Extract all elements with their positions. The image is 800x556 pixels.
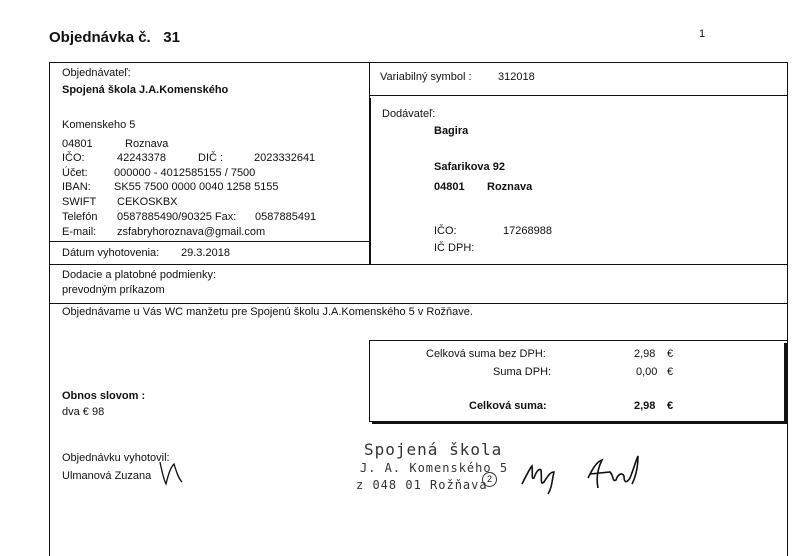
orderer-ico-label: IČO: [62,152,85,164]
supplier-ico: 17268988 [503,225,552,237]
orderer-phone-label: Telefón [62,211,98,223]
orderer-iban: SK55 7500 0000 0040 1258 5155 [114,181,279,193]
frame-right [787,62,788,556]
initials-signature [156,458,186,488]
orderer-street: Komenskeho 5 [62,119,136,131]
total-value: 2,98 [634,400,656,412]
terms-label: Dodacie a platobné podmienky: [62,269,217,281]
document-title [49,29,180,46]
stamp-mark [482,472,497,487]
variable-symbol-value: 312018 [498,71,535,83]
vat-value: 0,00 [636,366,658,378]
orderer-account-label: Účet: [62,167,88,179]
supplier-zip: 04801 [434,181,465,193]
page-number: 1 [699,28,706,40]
orderer-fax: 0587885491 [255,211,317,223]
totals-shadow-right [784,343,787,423]
orderer-zip: 04801 [62,138,93,150]
supplier-name: Bagira [434,125,469,137]
orderer-phone: 0587885490/90325 Fax: [117,211,237,223]
orderer-account: 000000 - 4012585155 / 7500 [114,167,256,179]
divider-date-top [49,241,370,242]
vat-label: Suma DPH: [493,366,552,378]
total-without-vat: 2,98 [634,348,656,360]
stamp-line-3: z 048 01 Rožňava [356,478,488,492]
total-without-vat-label: Celková suma bez DPH: [426,348,546,360]
totals-shadow-bottom [372,421,788,424]
date-label: Dátum vyhotovenia: [62,247,160,259]
in-words-value: dva € 98 [62,406,105,418]
handwritten-signature [518,448,648,496]
orderer-email: zsfabryhoroznava@gmail.com [117,226,266,238]
variable-symbol-label: Variabilný symbol : [380,71,472,83]
order-text: Objednávame u Vás WC manžetu pre Spojenú školu J.A.Komenského 5 v Rožňave. [62,306,473,318]
currency-1: € [667,348,674,360]
supplier-ico-label: IČO: [434,225,457,237]
supplier-street: Safarikova 92 [434,161,505,173]
order-number: 31 [163,29,180,46]
divider-vs [369,95,788,96]
orderer-ico: 42243378 [117,152,166,164]
divider-terms-top [49,264,788,265]
orderer-dic-label: DIČ : [198,152,224,164]
date-value: 29.3.2018 [181,247,230,259]
terms-value: prevodným príkazom [62,284,165,296]
orderer-dic: 2023332641 [254,152,316,164]
supplier-icdph-label: IČ DPH: [434,242,475,254]
frame-top [49,62,788,63]
stamp-line-3-text: 048 01 Rožňava [372,478,488,492]
supplier-city: Roznava [487,181,533,193]
stamp-mark-number: 2 [486,474,492,484]
orderer-name: Spojená škola J.A.Komenského [62,84,229,96]
currency-3: € [667,400,674,412]
orderer-email-label: E-mail: [62,226,97,238]
issued-by-name: Ulmanová Zuzana [62,470,152,482]
issued-by-label: Objednávku vyhotovil: [62,452,170,464]
stamp-line-1: Spojená škola [364,440,503,459]
in-words-label: Obnos slovom : [62,390,146,402]
title-label: Objednávka č. [49,29,151,46]
orderer-iban-label: IBAN: [62,181,91,193]
divider-body-top [49,303,788,304]
orderer-city: Roznava [125,138,169,150]
supplier-label: Dodávateľ: [382,108,436,120]
orderer-swift: CEKOSKBX [117,196,178,208]
supplier-shadow [369,98,371,265]
orderer-swift-label: SWIFT [62,196,97,208]
orderer-label: Objednávateľ: [62,67,131,79]
frame-left [49,62,50,556]
currency-2: € [667,366,674,378]
total-label: Celková suma: [469,400,547,412]
totals-box-top [369,340,788,341]
stamp-line-2: J. A. Komenského 5 [360,461,509,475]
totals-box-left [369,340,370,422]
